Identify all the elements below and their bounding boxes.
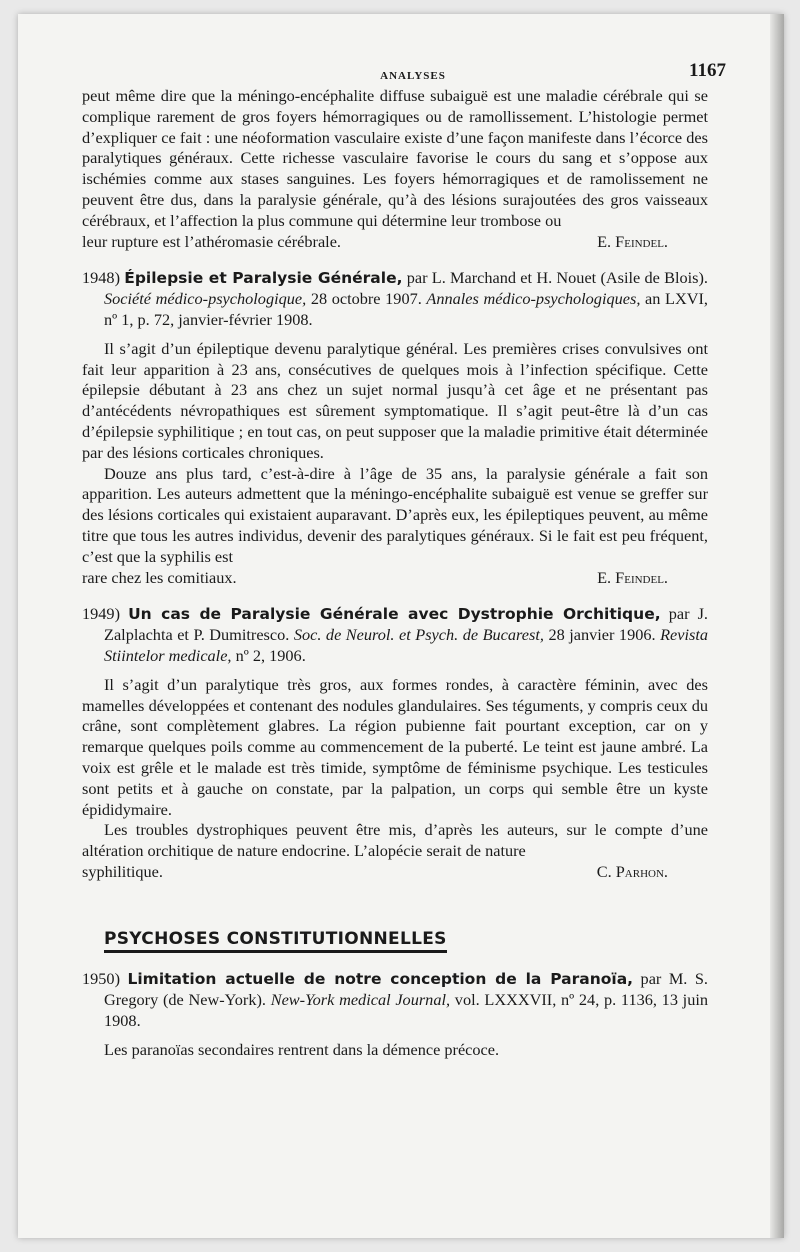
entry-authors: par M. S. Gregory (de New-York). [104,969,708,1010]
intro-last-line-text: leur rupture est l’athéromasie cérébrale. [82,231,342,251]
entry-1949-body [82,675,708,883]
entry-paragraph: Il s’agit d’un paralytique très gros, aux formes rondes, à caractère féminin, avec des mamelles développées et contenant des nodules glandulaires. Ses téguments, y compris ceux du crâne, sont complètement glabres. La région pubienne fait pourtant exception, car on y remarque quelques poils comme au commencement de la puberté. Le teint est jaune ambré. La voix est grêle et le malade est très timide, symptôme de féminisme psychique. Les testicules sont petits et à gauche on constate, par la palpation, un corps qui semble être un kyste épididymaire. [82,674,708,819]
entry-authors: par L. Marchand et H. Nouet (Asile de Blois). [406,268,708,288]
entry-details: vol. LXXXVII, nº 24, p. 1136, 13 juin 1908. [104,990,709,1031]
entry-source: Société médico-psychologique, [104,289,307,309]
entry-1950-heading [82,969,708,1031]
intro-last-line [82,232,708,253]
entry-details: 28 janvier 1906. [548,625,656,645]
entry-1949-heading [82,604,708,666]
intro-signature: E. Feindel. [597,231,668,251]
entry-paragraph: Il s’agit d’un épileptique devenu paralytique général. Les premières crises convulsives ont fait leur apparition à 23 ans, consécutives de quelques mois à l’infection spécifique. Cette épilepsie débutant à 23 ans chez un sujet normal jusqu’à cet âge et ne présentant pas d’antécédents névropathiques est sûrement symptomatique. Il s’agit peut-être là d’un cas d’épilepsie syphilitique ; en tout cas, on peut supposer que la maladie primitive était déterminée par des lésions corticales chroniques. [82,338,708,462]
entry-1948-body [82,339,708,589]
entry-signature: E. Feindel. [597,567,668,587]
entry-last-line-text: rare chez les comitiaux. [82,567,237,587]
entry-last-line-text: syphilitique. [82,861,163,881]
entry-last-line [82,568,708,589]
entry-1950-body [82,1040,708,1061]
page-content [82,86,708,1061]
entry-details-2: nº 2, 1906. [235,645,306,665]
entry-source: New-York medical Journal, [270,990,451,1010]
entry-title: Épilepsie et Paralysie Générale, [124,269,403,288]
entry-1948-heading [82,268,708,330]
section-title: PSYCHOSES CONSTITUTIONNELLES [104,929,447,954]
entry-title: Limitation actuelle de notre conception de la Paranoïa, [127,970,634,989]
entry-number: 1949) [82,604,120,624]
entry-number: 1948) [82,268,120,288]
entry-source-2: Annales médico-psychologiques, [426,289,641,309]
page-edge-shadow [770,14,784,1238]
page [18,14,784,1238]
entry-signature: C. Parhon. [596,861,668,881]
entry-paragraph: Douze ans plus tard, c’est-à-dire à l’âge de 35 ans, la paralysie générale a fait son apparition. Les auteurs admettent que la méningo-encéphalite subaiguë est venue se greffer sur des lésions corticales qui existaient auparavant. D’après eux, les épileptiques peuvent, au même titre que tous les autres individus, devenir des paralytiques généraux. Si le fait est peu fréquent, c’est que la syphilis est [82,463,708,566]
entry-paragraph: Les troubles dystrophiques peuvent être mis, d’après les auteurs, sur le compte d’une altération orchitique de nature endocrine. L’alopécie serait de nature [82,820,708,861]
entry-title: Un cas de Paralysie Générale avec Dystrophie Orchitique, [128,605,661,624]
running-head: ANALYSES [380,70,446,82]
entry-details: 28 octobre 1907. [310,289,422,309]
entry-source-2: Revista Stiintelor medicale, [104,625,709,665]
intro-paragraph: peut même dire que la méningo-encéphalite diffuse subaiguë est une maladie cérébrale qui se complique rarement de gros foyers hémorragiques ou de ramollissement. L’histologie permet d’expliquer ce fait : une néoformation vasculaire existe d’une façon manifeste dans l’écorce des paralytiques généraux. Cette richesse vasculaire favorise le cours du sang et s’oppose aux ischémies comme aux stases sanguines. Les foyers hémorragiques et de ramolissement ne peuvent être dus, dans la paralysie générale, qu’à des lésions surajoutées des gros vaisseaux cérébraux, et l’affection la plus commune qui détermine leur trombose ou [82,86,708,230]
entry-source: Soc. de Neurol. et Psych. de Bucarest, [293,625,544,645]
entry-last-line [82,862,708,883]
page-header [100,60,726,88]
entry-details-2: an LXVI, nº 1, p. 72, janvier-février 1908. [104,289,708,329]
entry-paragraph: Les paranoïas secondaires rentrent dans la démence précoce. [104,1039,500,1059]
page-number: 1167 [689,60,726,81]
entry-number: 1950) [82,969,120,989]
entry-authors: par J. Zalplachta et P. Dumitresco. [104,604,708,645]
